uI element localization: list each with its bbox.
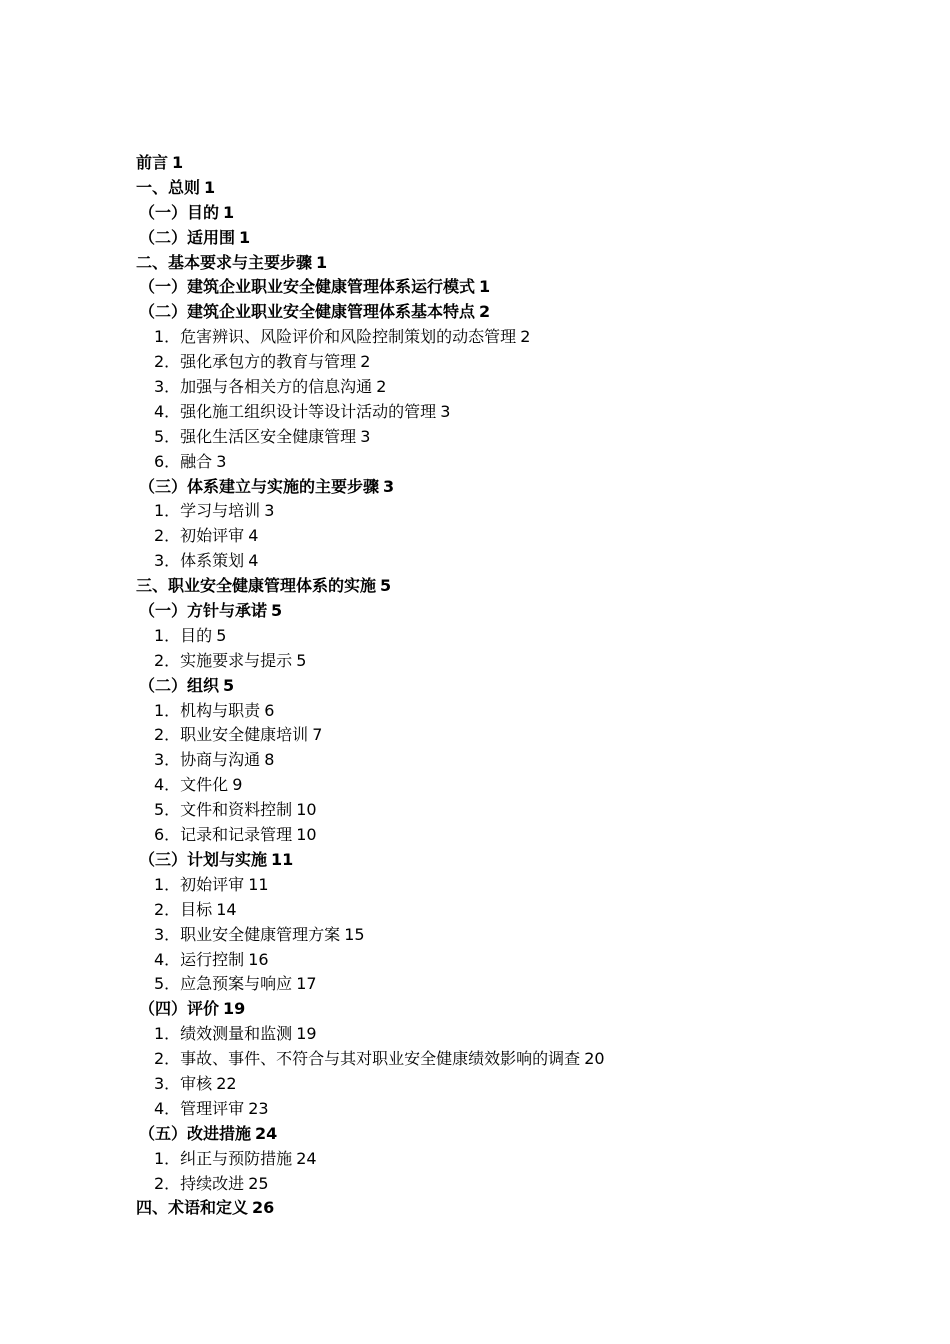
toc-entry-title: （二）建筑企业职业安全健康管理体系基本特点 xyxy=(139,302,476,322)
toc-entry-title: （三）体系建立与实施的主要步骤 xyxy=(139,476,380,496)
toc-entry-title: 3．加强与各相关方的信息沟通 xyxy=(154,377,373,397)
toc-entry-page-number: 3 xyxy=(440,401,451,421)
toc-entry-page-number: 19 xyxy=(223,999,246,1019)
toc-entry[interactable] xyxy=(136,798,896,823)
toc-entry-title: 一、总则 xyxy=(136,177,201,197)
toc-entry-title: 3．协商与沟通 xyxy=(154,750,261,770)
toc-entry-page-number: 2 xyxy=(520,327,531,347)
toc-entry-title: （一）方针与承诺 xyxy=(139,601,268,621)
toc-entry-page-number: 10 xyxy=(296,825,317,845)
toc-entry-page-number: 4 xyxy=(248,526,259,546)
toc-entry-page-number: 7 xyxy=(312,725,323,745)
toc-entry-page-number: 9 xyxy=(232,775,243,795)
toc-entry[interactable] xyxy=(136,1072,896,1097)
toc-entry[interactable] xyxy=(136,1022,896,1047)
toc-entry-page-number: 22 xyxy=(216,1073,237,1093)
toc-entry-title: 2．持续改进 xyxy=(154,1173,245,1193)
toc-entry-title: 5．应急预案与响应 xyxy=(154,974,293,994)
toc-entry-page-number: 1 xyxy=(172,153,184,172)
toc-entry[interactable] xyxy=(136,624,896,649)
toc-entry-page-number: 14 xyxy=(216,899,237,919)
toc-entry[interactable] xyxy=(136,599,896,624)
toc-entry-page-number: 25 xyxy=(248,1173,269,1193)
toc-entry[interactable] xyxy=(136,1097,896,1122)
toc-entry[interactable] xyxy=(136,425,896,450)
toc-entry[interactable] xyxy=(136,524,896,549)
toc-entry-page-number: 5 xyxy=(380,576,392,596)
toc-entry[interactable] xyxy=(136,773,896,798)
toc-entry-title: （二）组织 xyxy=(139,675,220,695)
toc-entry-page-number: 2 xyxy=(360,352,371,372)
toc-entry-page-number: 4 xyxy=(248,551,259,571)
toc-entry-page-number: 5 xyxy=(216,625,227,645)
toc-entry[interactable] xyxy=(136,226,896,251)
toc-entry-title: 2．事故、事件、不符合与其对职业安全健康绩效影响的调查 xyxy=(154,1049,581,1069)
toc-entry[interactable] xyxy=(136,948,896,973)
toc-entry-page-number: 3 xyxy=(216,451,227,471)
toc-entry[interactable] xyxy=(136,649,896,674)
toc-entry-page-number: 1 xyxy=(316,252,328,272)
toc-entry-title: 2．职业安全健康培训 xyxy=(154,725,309,745)
toc-entry[interactable] xyxy=(136,499,896,524)
toc-entry[interactable] xyxy=(136,375,896,400)
toc-entry[interactable] xyxy=(136,450,896,475)
toc-entry[interactable] xyxy=(136,823,896,848)
toc-entry-page-number: 23 xyxy=(248,1098,269,1118)
toc-entry[interactable] xyxy=(136,151,896,176)
toc-entry-title: 6．记录和记录管理 xyxy=(154,825,293,845)
toc-entry-title: 4．运行控制 xyxy=(154,949,245,969)
toc-entry[interactable] xyxy=(136,1196,896,1221)
toc-entry-title: （三）计划与实施 xyxy=(139,849,268,869)
toc-entry[interactable] xyxy=(136,1047,896,1072)
toc-entry[interactable] xyxy=(136,1147,896,1172)
toc-entry[interactable] xyxy=(136,549,896,574)
toc-entry-page-number: 11 xyxy=(248,874,269,894)
toc-entry-page-number: 5 xyxy=(223,675,235,695)
toc-entry-title: 1．初始评审 xyxy=(154,874,245,894)
toc-entry[interactable] xyxy=(136,723,896,748)
toc-entry[interactable] xyxy=(136,475,896,500)
toc-entry-title: 3．体系策划 xyxy=(154,551,245,571)
toc-entry-page-number: 1 xyxy=(239,227,251,247)
toc-entry-page-number: 19 xyxy=(296,1024,317,1044)
toc-entry[interactable] xyxy=(136,674,896,699)
toc-entry-title: 4．强化施工组织设计等设计活动的管理 xyxy=(154,401,437,421)
toc-entry-title: 1．绩效测量和监测 xyxy=(154,1024,293,1044)
toc-entry[interactable] xyxy=(136,350,896,375)
toc-entry[interactable] xyxy=(136,400,896,425)
toc-entry-title: 1．纠正与预防措施 xyxy=(154,1148,293,1168)
toc-entry-title: 2．强化承包方的教育与管理 xyxy=(154,352,357,372)
toc-entry-page-number: 3 xyxy=(264,501,275,521)
toc-entry-title: 3．审核 xyxy=(154,1073,213,1093)
toc-entry-page-number: 16 xyxy=(248,949,269,969)
toc-entry-title: 4．文件化 xyxy=(154,775,229,795)
toc-entry[interactable] xyxy=(136,997,896,1022)
toc-entry-page-number: 26 xyxy=(252,1198,275,1218)
toc-entry[interactable] xyxy=(136,201,896,226)
toc-entry[interactable] xyxy=(136,898,896,923)
toc-entry[interactable] xyxy=(136,300,896,325)
toc-entry-title: 5．文件和资料控制 xyxy=(154,800,293,820)
toc-entry-title: 3．职业安全健康管理方案 xyxy=(154,924,341,944)
toc-entry-title: 1．目的 xyxy=(154,625,213,645)
toc-entry-page-number: 8 xyxy=(264,750,275,770)
toc-entry-page-number: 20 xyxy=(584,1049,605,1069)
toc-entry[interactable] xyxy=(136,176,896,201)
toc-entry[interactable] xyxy=(136,275,896,300)
toc-entry-page-number: 5 xyxy=(271,601,283,621)
toc-entry[interactable] xyxy=(136,748,896,773)
toc-entry[interactable] xyxy=(136,972,896,997)
toc-entry[interactable] xyxy=(136,325,896,350)
table-of-contents xyxy=(136,151,896,1221)
toc-entry-page-number: 5 xyxy=(296,650,307,670)
toc-entry-page-number: 24 xyxy=(255,1123,278,1143)
toc-entry-title: 二、基本要求与主要步骤 xyxy=(136,252,313,272)
toc-entry-page-number: 3 xyxy=(383,476,395,496)
toc-entry-page-number: 2 xyxy=(479,302,491,322)
toc-entry-title: 2．实施要求与提示 xyxy=(154,650,293,670)
toc-entry-title: （二）适用围 xyxy=(139,227,236,247)
toc-entry-title: （四）评价 xyxy=(139,999,220,1019)
toc-entry-title: 2．初始评审 xyxy=(154,526,245,546)
toc-entry-page-number: 3 xyxy=(360,426,371,446)
toc-entry-page-number: 6 xyxy=(264,700,275,720)
toc-entry-title: 1．学习与培训 xyxy=(154,501,261,521)
toc-entry-title: （五）改进措施 xyxy=(139,1123,252,1143)
toc-entry[interactable] xyxy=(136,923,896,948)
toc-entry-title: 四、术语和定义 xyxy=(136,1198,249,1218)
toc-entry-page-number: 1 xyxy=(479,277,491,297)
toc-entry-title: 三、职业安全健康管理体系的实施 xyxy=(136,576,377,596)
toc-entry-title: 1．危害辨识、风险评价和风险控制策划的动态管理 xyxy=(154,327,517,347)
toc-entry[interactable] xyxy=(136,1172,896,1197)
toc-entry[interactable] xyxy=(136,873,896,898)
toc-entry-page-number: 17 xyxy=(296,974,317,994)
toc-entry-page-number: 11 xyxy=(271,849,294,869)
toc-entry-page-number: 10 xyxy=(296,800,317,820)
toc-entry-title: （一）目的 xyxy=(139,202,220,222)
toc-entry-title: （一）建筑企业职业安全健康管理体系运行模式 xyxy=(139,277,476,297)
toc-entry-page-number: 24 xyxy=(296,1148,317,1168)
toc-entry[interactable] xyxy=(136,251,896,276)
toc-entry-title: 前言 xyxy=(136,153,169,172)
toc-entry-title: 2．目标 xyxy=(154,899,213,919)
toc-entry-page-number: 15 xyxy=(344,924,365,944)
toc-entry[interactable] xyxy=(136,848,896,873)
toc-entry[interactable] xyxy=(136,574,896,599)
toc-entry-page-number: 1 xyxy=(223,202,235,222)
toc-entry-title: 5．强化生活区安全健康管理 xyxy=(154,426,357,446)
toc-entry[interactable] xyxy=(136,699,896,724)
toc-entry-title: 1．机构与职责 xyxy=(154,700,261,720)
toc-entry-title: 4．管理评审 xyxy=(154,1098,245,1118)
toc-entry[interactable] xyxy=(136,1122,896,1147)
toc-entry-title: 6．融合 xyxy=(154,451,213,471)
toc-entry-page-number: 2 xyxy=(376,377,387,397)
toc-entry-page-number: 1 xyxy=(204,177,216,197)
